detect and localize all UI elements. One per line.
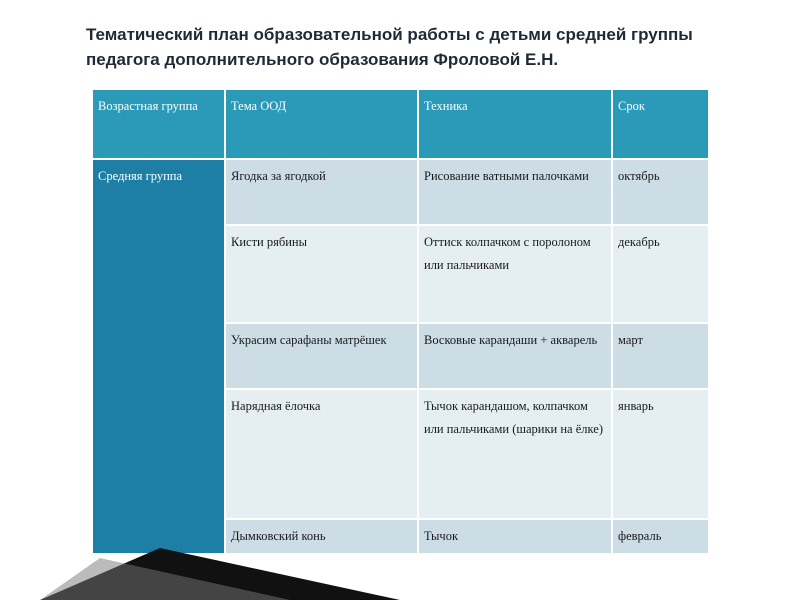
term-cell: март	[612, 323, 709, 389]
plan-table	[91, 88, 710, 555]
header-age-group: Возрастная группа	[92, 89, 225, 159]
slide-title: Тематический план образовательной работы с детьми средней группы педагога дополнительного образования Фроловой Е.Н.	[86, 25, 693, 69]
technique-cell: Тычок карандашом, колпачком или пальчиками (шарики на ёлке)	[418, 389, 612, 519]
term-cell: январь	[612, 389, 709, 519]
topic-cell: Нарядная ёлочка	[225, 389, 418, 519]
topic-cell: Украсим сарафаны матрёшек	[225, 323, 418, 389]
age-group-cell: Средняя группа	[92, 159, 225, 554]
technique-cell: Тычок	[418, 519, 612, 554]
term-cell: октябрь	[612, 159, 709, 225]
technique-cell: Рисование ватными палочками	[418, 159, 612, 225]
topic-cell: Ягодка за ягодкой	[225, 159, 418, 225]
header-technique: Техника	[418, 89, 612, 159]
decorative-shadow	[40, 548, 400, 600]
table-header-row	[92, 89, 709, 159]
technique-cell: Оттиск колпачком с поролоном или пальчиками	[418, 225, 612, 323]
term-cell: декабрь	[612, 225, 709, 323]
header-topic: Тема ООД	[225, 89, 418, 159]
term-cell: февраль	[612, 519, 709, 554]
technique-cell: Восковые карандаши + акварель	[418, 323, 612, 389]
topic-cell: Дымковский конь	[225, 519, 418, 554]
table-row	[92, 159, 709, 225]
header-term: Срок	[612, 89, 709, 159]
topic-cell: Кисти рябины	[225, 225, 418, 323]
